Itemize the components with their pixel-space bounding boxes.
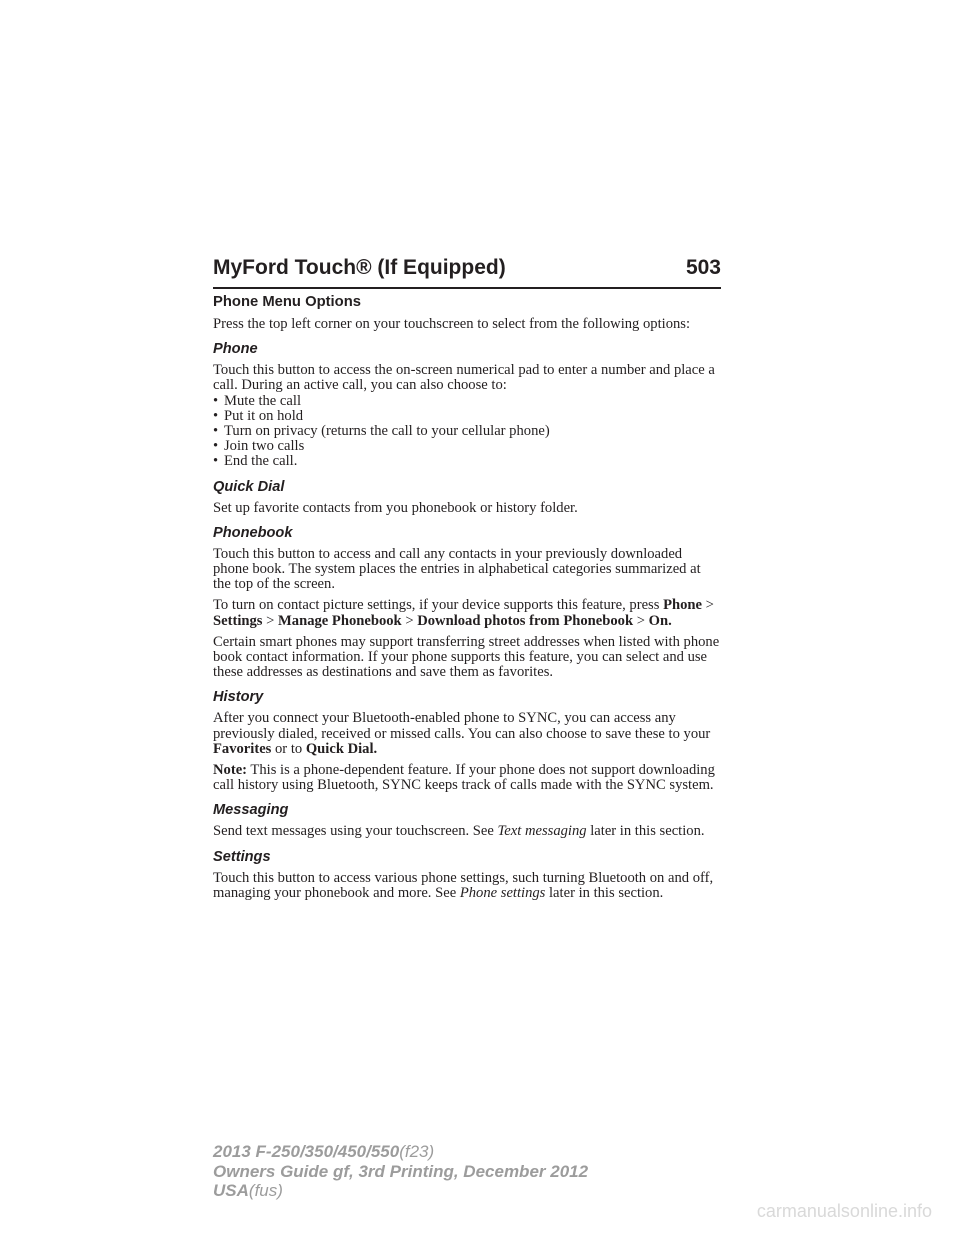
market-text: USA xyxy=(213,1181,249,1200)
text-messaging-reference: Text messaging xyxy=(497,823,587,840)
phone-heading: Phone xyxy=(213,341,258,358)
path-separator: > xyxy=(636,612,645,629)
settings-heading: Settings xyxy=(213,848,271,865)
history-note xyxy=(213,763,721,793)
settings-text-end: later in this section. xyxy=(545,884,664,901)
history-text: After you connect your Bluetooth-enabled phone to SYNC, you can access any previously dialed, received or missed calls. You can also choose to save these to your xyxy=(213,710,711,742)
chapter-title: MyFord Touch® (If Equipped) xyxy=(213,256,506,279)
model-text: 2013 F-250/350/450/550 xyxy=(213,1142,400,1161)
menu-path-settings: Settings xyxy=(213,612,263,629)
path-separator: > xyxy=(266,612,275,629)
favorites-term: Favorites xyxy=(213,740,272,757)
phonebook-p2-text: To turn on contact picture settings, if your device supports this feature, press xyxy=(213,597,664,614)
settings-paragraph xyxy=(213,871,721,901)
path-separator: > xyxy=(405,612,414,629)
list-item: • Join two calls xyxy=(213,439,721,454)
menu-path-on: On. xyxy=(648,612,672,629)
list-item: • Turn on privacy (returns the call to your cellular phone) xyxy=(213,424,721,439)
watermark: carmanualsonline.info xyxy=(756,1201,932,1221)
path-separator: > xyxy=(705,597,714,614)
phonebook-paragraph-2 xyxy=(213,598,721,628)
phone-options-list xyxy=(213,394,721,470)
note-label: Note: xyxy=(213,762,248,779)
quick-dial-term: Quick Dial. xyxy=(305,740,378,757)
list-item: • Put it on hold xyxy=(213,409,721,424)
page-footer xyxy=(213,1142,588,1201)
footer-line-3 xyxy=(213,1181,588,1201)
page-header xyxy=(213,256,721,286)
history-paragraph xyxy=(213,711,721,757)
list-item: • Mute the call xyxy=(213,394,721,409)
list-item: • End the call. xyxy=(213,454,721,469)
messaging-heading: Messaging xyxy=(213,802,289,819)
phonebook-paragraph-1: Touch this button to access and call any contacts in your previously downloaded phone book. The system places the entries in alphabetical categories summarized at the top of the screen. xyxy=(213,545,701,593)
phonebook-paragraph-3: Certain smart phones may support transferring street addresses when listed with phone book contact information. If your phone supports this feature, you can select and use these addresses as destinations and save them as favorites. xyxy=(213,633,720,681)
page-content xyxy=(213,294,721,907)
page-number: 503 xyxy=(685,256,721,279)
market-code: (fus) xyxy=(248,1181,283,1200)
quick-dial-paragraph: Set up favorite contacts from you phonebook or history folder. xyxy=(213,499,578,516)
menu-path-phone: Phone xyxy=(663,597,702,614)
intro-paragraph: Press the top left corner on your touchscreen to select from the following options: xyxy=(213,316,691,332)
footer-line-1 xyxy=(213,1142,588,1162)
messaging-text-end: later in this section. xyxy=(586,823,705,840)
menu-path-download-photos: Download photos from Phonebook xyxy=(417,612,634,629)
phone-paragraph: Touch this button to access the on-screen numerical pad to enter a number and place a call. During an active call, you can also choose to: xyxy=(213,362,715,394)
messaging-text: Send text messages using your touchscreen. See xyxy=(213,823,498,840)
phone-settings-reference: Phone settings xyxy=(459,884,546,901)
history-heading: History xyxy=(213,689,264,706)
settings-text: Touch this button to access various phone settings, such turning Bluetooth on and off, managing your phonebook and more. See xyxy=(213,869,714,901)
menu-path-manage-phonebook: Manage Phonebook xyxy=(278,612,402,629)
model-code: (f23) xyxy=(399,1142,435,1161)
messaging-paragraph xyxy=(213,824,721,839)
footer-line-2: Owners Guide gf, 3rd Printing, December 2012 xyxy=(213,1161,589,1181)
quick-dial-heading: Quick Dial xyxy=(213,478,285,495)
section-title: Phone Menu Options xyxy=(213,294,361,310)
or-to-text: or to xyxy=(271,740,306,757)
phonebook-heading: Phonebook xyxy=(213,524,293,541)
note-text: This is a phone-dependent feature. If your phone does not support downloading call history using Bluetooth, SYNC keeps track of calls made with the SYNC system. xyxy=(213,762,715,794)
header-rule xyxy=(213,287,721,289)
